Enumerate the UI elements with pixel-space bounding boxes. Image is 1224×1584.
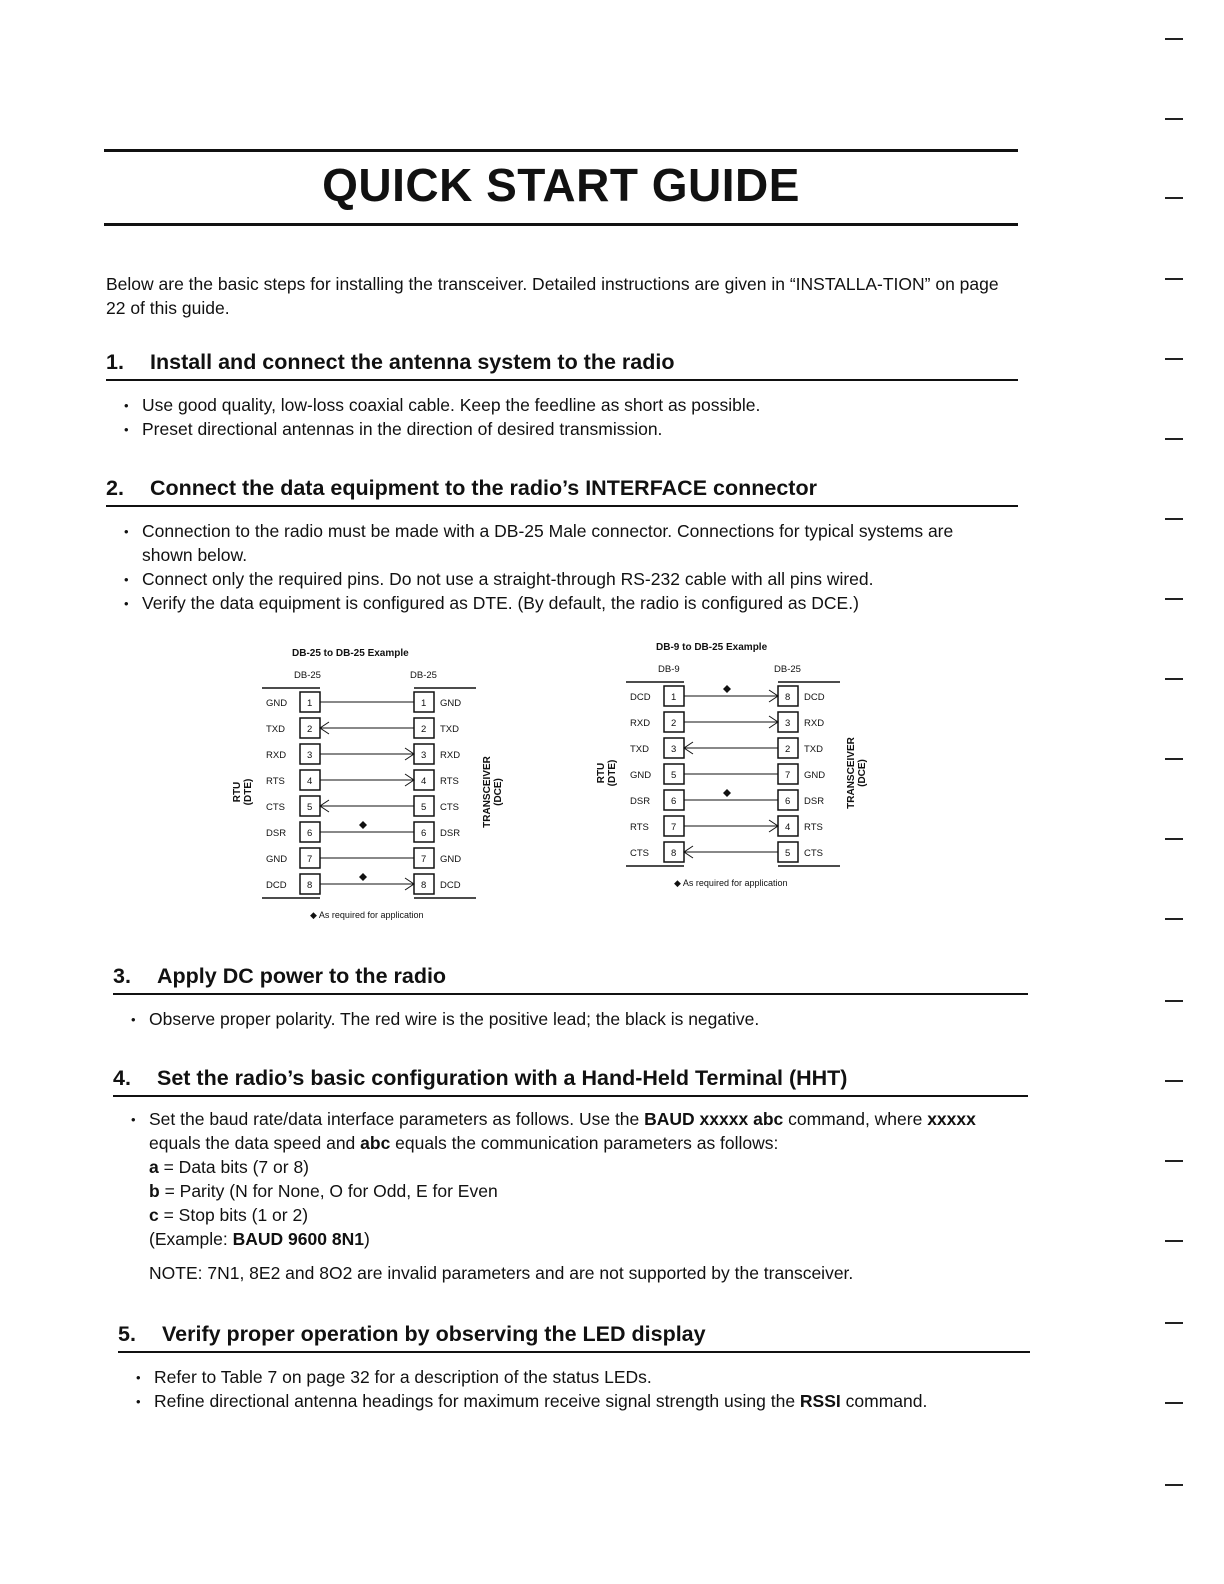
- margin-mark: [1165, 1402, 1183, 1404]
- text-run: command, where: [783, 1108, 928, 1129]
- pin-number: 2: [421, 724, 427, 735]
- pin-number: 3: [785, 718, 791, 729]
- side-label: [596, 760, 618, 787]
- side-label-line: TRANSCEIVER: [482, 756, 493, 828]
- list-item: • Refer to Table 7 on page 32 for a description of the status LEDs.: [118, 1365, 1030, 1389]
- margin-mark: [1165, 758, 1183, 760]
- pin-number: 8: [307, 880, 313, 891]
- side-label: [232, 779, 254, 806]
- signal-label: GND: [630, 770, 652, 781]
- text-run: (Example:: [149, 1228, 233, 1249]
- optional-marker: [359, 873, 367, 881]
- pin-number: 1: [307, 698, 313, 709]
- connector-header: DB-25: [294, 670, 321, 681]
- section-number: 5.: [118, 1322, 136, 1346]
- pin-number: 1: [671, 692, 677, 703]
- margin-mark: [1165, 1240, 1183, 1242]
- signal-label: TXD: [266, 724, 285, 735]
- text-run: command.: [840, 1390, 928, 1411]
- side-label-line: RTU: [596, 762, 607, 784]
- signal-label: RXD: [266, 750, 287, 761]
- margin-mark: [1165, 918, 1183, 920]
- signal-label: DSR: [440, 828, 461, 839]
- side-label-line: (DTE): [243, 778, 254, 806]
- text-run: equals the data speed and: [149, 1132, 361, 1153]
- signal-label: DCD: [440, 880, 461, 891]
- side-label-line: (DCE): [857, 759, 868, 787]
- pin-number: 6: [671, 796, 677, 807]
- signal-label: DCD: [630, 692, 651, 703]
- signal-label: RXD: [804, 718, 825, 729]
- note-text: NOTE: 7N1, 8E2 and 8O2 are invalid parameters and are not supported by the transceiver.: [149, 1262, 854, 1283]
- optional-marker: [359, 821, 367, 829]
- list-item: [118, 1389, 1030, 1413]
- diagram-title: DB-25 to DB-25 Example: [292, 648, 409, 659]
- signal-label: GND: [804, 770, 826, 781]
- section-heading: [113, 1066, 1028, 1095]
- side-label: [846, 736, 868, 808]
- section-title: Set the radio’s basic configuration with a Hand-Held Terminal (HHT): [157, 1066, 848, 1090]
- wiring-diagram-db25-db25: [222, 640, 522, 930]
- bullet-list: [106, 393, 1018, 441]
- pin-number: 7: [307, 854, 313, 865]
- pin-number: 5: [785, 848, 791, 859]
- pin-number: 6: [785, 796, 791, 807]
- margin-mark: [1165, 1160, 1183, 1162]
- signal-label: RXD: [630, 718, 651, 729]
- pin-number: 1: [421, 698, 427, 709]
- bullet-list: [113, 1007, 1028, 1031]
- section-title: Connect the data equipment to the radio’s INTERFACE connector: [150, 476, 817, 500]
- section-heading: [106, 476, 1018, 505]
- param-line: [113, 1203, 1028, 1227]
- text-run: ): [363, 1228, 370, 1249]
- pin-number: 7: [421, 854, 427, 865]
- section-3: [113, 964, 1028, 1031]
- diagram-footnote: ◆ As required for application: [674, 878, 788, 888]
- section-4: [113, 1066, 1028, 1285]
- margin-mark: [1165, 1484, 1183, 1486]
- command-text: BAUD 9600 8N1: [232, 1228, 364, 1249]
- param-text: = Stop bits (1 or 2): [158, 1204, 309, 1225]
- section-rule: [106, 379, 1018, 381]
- signal-label: RTS: [804, 822, 823, 833]
- signal-label: DSR: [630, 796, 651, 807]
- pin-number: 2: [785, 744, 791, 755]
- pin-number: 7: [671, 822, 677, 833]
- section-number: 3.: [113, 964, 131, 988]
- bullet-list: [113, 1107, 1028, 1155]
- command-text: xxxxx: [927, 1108, 976, 1129]
- signal-label: RTS: [440, 776, 459, 787]
- pin-number: 8: [671, 848, 677, 859]
- section-title: Install and connect the antenna system to the radio: [150, 350, 675, 374]
- pin-number: 3: [421, 750, 427, 761]
- pin-number: 2: [307, 724, 313, 735]
- pin-number: 5: [671, 770, 677, 781]
- section-rule: [113, 1095, 1028, 1097]
- intro-paragraph: Below are the basic steps for installing the transceiver. Detailed instructions are given in “INSTALLA-TION” on page 22 of this guide.: [106, 274, 999, 318]
- side-label-line: (DCE): [493, 778, 504, 806]
- margin-mark: [1165, 1080, 1183, 1082]
- list-item: • Observe proper polarity. The red wire is the positive lead; the black is negative.: [113, 1007, 1028, 1031]
- pin-number: 4: [307, 776, 313, 787]
- list-item: • Connection to the radio must be made with a DB-25 Male connector. Connections for typical systems are shown below.: [106, 519, 1006, 567]
- command-text: abc: [360, 1132, 391, 1153]
- connector-header: DB-25: [410, 670, 437, 681]
- margin-mark: [1165, 38, 1183, 40]
- signal-label: CTS: [804, 848, 823, 859]
- signal-label: DCD: [804, 692, 825, 703]
- signal-label: DSR: [804, 796, 825, 807]
- section-5: [118, 1322, 1030, 1413]
- pin-number: 5: [421, 802, 427, 813]
- page-title: QUICK START GUIDE: [322, 159, 800, 211]
- param-text: = Data bits (7 or 8): [158, 1156, 310, 1177]
- section-heading: [113, 964, 1028, 993]
- optional-marker: [723, 789, 731, 797]
- bullet-list: [106, 519, 1006, 615]
- list-item: • Connect only the required pins. Do not use a straight-through RS-232 cable with all pins wired.: [106, 567, 1006, 591]
- section-number: 2.: [106, 476, 124, 500]
- list-item: • Use good quality, low-loss coaxial cable. Keep the feedline as short as possible.: [106, 393, 1018, 417]
- pin-number: 4: [421, 776, 427, 787]
- text-run: Refine directional antenna headings for maximum receive signal strength using the: [154, 1390, 800, 1411]
- section-number: 4.: [113, 1066, 131, 1090]
- section-rule: [118, 1351, 1030, 1353]
- pin-number: 6: [421, 828, 427, 839]
- pin-number: 8: [785, 692, 791, 703]
- param-text: = Parity (N for None, O for Odd, E for Even: [159, 1180, 498, 1201]
- margin-mark: [1165, 598, 1183, 600]
- margin-mark: [1165, 678, 1183, 680]
- pin-number: 7: [785, 770, 791, 781]
- signal-label: TXD: [804, 744, 823, 755]
- signal-label: RXD: [440, 750, 461, 761]
- margin-mark: [1165, 358, 1183, 360]
- margin-mark: [1165, 518, 1183, 520]
- section-heading: [118, 1322, 1030, 1351]
- signal-label: GND: [440, 854, 462, 865]
- title-rule-top: [104, 149, 1018, 152]
- signal-label: GND: [266, 698, 288, 709]
- param-line: [113, 1155, 1028, 1179]
- section-1: [106, 350, 1018, 441]
- margin-mark: [1165, 438, 1183, 440]
- side-label: [482, 755, 504, 827]
- command-text: RSSI: [799, 1390, 841, 1411]
- pin-number: 3: [671, 744, 677, 755]
- param-line: [113, 1179, 1028, 1203]
- margin-mark: [1165, 197, 1183, 199]
- param-key: c: [149, 1204, 159, 1225]
- section-title: Verify proper operation by observing the LED display: [162, 1322, 706, 1346]
- section-rule: [106, 505, 1018, 507]
- diagram-title: DB-9 to DB-25 Example: [656, 642, 768, 653]
- margin-mark: [1165, 1322, 1183, 1324]
- optional-marker: [723, 685, 731, 693]
- pin-number: 4: [785, 822, 791, 833]
- section-2: [106, 476, 1018, 615]
- side-label-line: RTU: [232, 781, 243, 803]
- signal-label: GND: [440, 698, 462, 709]
- command-text: BAUD xxxxx abc: [644, 1108, 784, 1129]
- section-number: 1.: [106, 350, 124, 374]
- signal-label: RTS: [266, 776, 285, 787]
- signal-label: TXD: [630, 744, 649, 755]
- signal-label: DCD: [266, 880, 287, 891]
- pin-number: 3: [307, 750, 313, 761]
- section-title: Apply DC power to the radio: [157, 964, 447, 988]
- wiring-diagram-db9-db25: [586, 634, 886, 904]
- section-rule: [113, 993, 1028, 995]
- connector-header: DB-9: [658, 664, 680, 675]
- signal-label: CTS: [630, 848, 649, 859]
- bullet-list: [118, 1365, 1030, 1413]
- example-line: [113, 1227, 1028, 1251]
- section-heading: [106, 350, 1018, 379]
- text-run: Set the baud rate/data interface parameters as follows. Use the: [149, 1108, 645, 1129]
- list-item: [113, 1107, 1028, 1155]
- margin-mark: [1165, 118, 1183, 120]
- list-item: • Verify the data equipment is configured as DTE. (By default, the radio is configured as DCE.): [106, 591, 1006, 615]
- margin-mark: [1165, 1000, 1183, 1002]
- param-key: a: [149, 1156, 159, 1177]
- list-item: • Preset directional antennas in the direction of desired transmission.: [106, 417, 1018, 441]
- side-label-line: (DTE): [607, 759, 618, 787]
- side-label-line: TRANSCEIVER: [846, 737, 857, 809]
- pin-number: 6: [307, 828, 313, 839]
- signal-label: CTS: [440, 802, 459, 813]
- signal-label: RTS: [630, 822, 649, 833]
- signal-label: CTS: [266, 802, 285, 813]
- pin-number: 5: [307, 802, 313, 813]
- pin-number: 8: [421, 880, 427, 891]
- margin-mark: [1165, 278, 1183, 280]
- param-key: b: [149, 1180, 160, 1201]
- signal-label: GND: [266, 854, 288, 865]
- margin-mark: [1165, 838, 1183, 840]
- pin-number: 2: [671, 718, 677, 729]
- title-rule-bottom: [104, 223, 1018, 226]
- diagram-footnote: ◆ As required for application: [310, 910, 424, 920]
- signal-label: TXD: [440, 724, 459, 735]
- text-run: equals the communication parameters as follows:: [390, 1132, 779, 1153]
- signal-label: DSR: [266, 828, 287, 839]
- connector-header: DB-25: [774, 664, 801, 675]
